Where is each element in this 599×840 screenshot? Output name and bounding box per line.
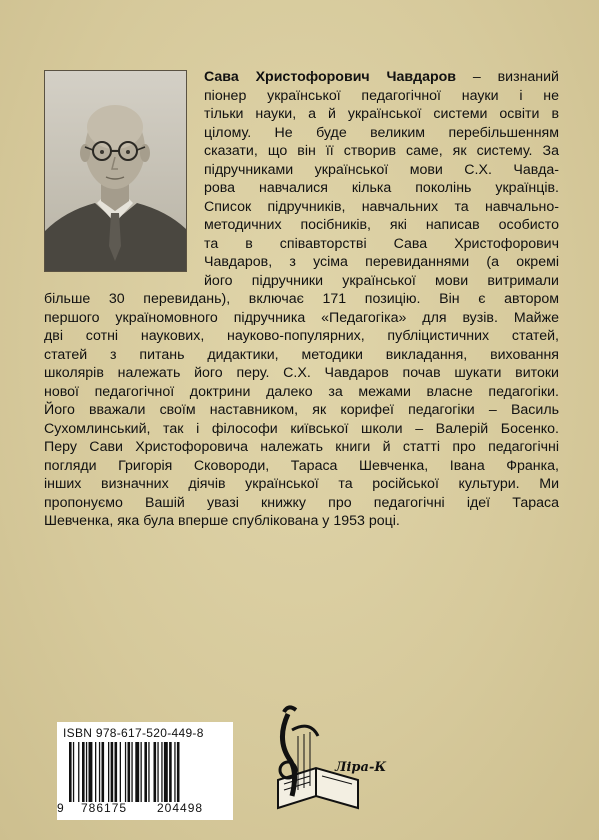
barcode-digits-right: 204498 bbox=[157, 801, 204, 815]
barcode-bar bbox=[102, 742, 105, 802]
biography-line: підручниками української мови С.Х. Чавда- bbox=[204, 161, 559, 178]
barcode-bar bbox=[169, 742, 172, 802]
publisher-name: Ліра-К bbox=[335, 760, 387, 775]
biography-line: дві сотні наукових, науково-популярних, публіцистичних статей, bbox=[44, 328, 559, 344]
biography-line: Список підручників, навчальних та навчально- bbox=[204, 198, 559, 215]
biography-line: Шевченка, яка була вперше спублікована у 1953 році. bbox=[44, 513, 400, 529]
barcode-bar bbox=[69, 742, 72, 802]
barcode-bar bbox=[108, 742, 109, 802]
barcode-bar bbox=[78, 742, 79, 802]
biography-line: пропонуємо Вашій увазі книжку про педагогічні ідеї Тараса bbox=[44, 494, 559, 511]
biography-line: рова навчалися кілька поколінь українців. bbox=[204, 180, 559, 196]
barcode-bar bbox=[111, 742, 114, 802]
barcode-bar bbox=[131, 742, 132, 802]
biography-line: цілому. Не буде великим перебільшенням bbox=[204, 124, 559, 141]
biography-line: Сава Христофорович Чавдаров – визнаний bbox=[204, 69, 559, 85]
barcode-bar bbox=[157, 742, 158, 802]
barcode-bar bbox=[73, 742, 74, 802]
barcode-bar bbox=[95, 742, 96, 802]
barcode-bar bbox=[82, 742, 85, 802]
barcode-bar bbox=[161, 742, 162, 802]
barcode-digits-left: 786175 bbox=[81, 801, 128, 815]
barcode-bar bbox=[177, 742, 180, 802]
barcode-bar bbox=[164, 742, 168, 802]
barcode-bar bbox=[141, 742, 142, 802]
barcode-bars bbox=[65, 742, 227, 802]
biography-line: методичних посібників, які написав особисто bbox=[204, 217, 559, 233]
biography-line: Чавдаров, з усіма перевиданнями (а окремі bbox=[204, 254, 559, 270]
biography-line: Його вважали своїм наставником, як корифеї педагогіки – Василь bbox=[44, 402, 559, 418]
barcode-bar bbox=[174, 742, 175, 802]
barcode-bar bbox=[86, 742, 87, 802]
barcode-bar bbox=[89, 742, 93, 802]
isbn-barcode bbox=[57, 722, 233, 820]
biography-line: Перу Сави Христофоровича належать книги й статті про педагогічні bbox=[44, 439, 559, 455]
biography-line: школярів належать його перу. С.Х. Чавдаров почав шукати витоки bbox=[44, 365, 559, 381]
biography-line: нової педагогічної доктрини далеко за межами власне педагогіки. bbox=[44, 383, 559, 400]
biography-line: його підручники української мови витримали bbox=[204, 272, 559, 289]
biography-line: погляди Григорія Сковороди, Тараса Шевченка, Івана Франка, bbox=[44, 457, 559, 474]
barcode-bar bbox=[148, 742, 149, 802]
biography-line: та в співавторстві Сава Христофорович bbox=[204, 235, 559, 252]
barcode-bar bbox=[144, 742, 147, 802]
biography-line: статей з питань дидактики, методики викладання, виховання bbox=[44, 346, 559, 363]
biography-line: першого україномовного підручника «Педагогіка» для вузів. Майже bbox=[44, 309, 559, 326]
barcode-bar bbox=[125, 742, 126, 802]
barcode-bar bbox=[115, 742, 118, 802]
barcode-bar bbox=[154, 742, 157, 802]
biography-line: більше 30 перевидань), включає 171 позицію. Він є автором bbox=[44, 291, 559, 307]
biography-line: Сухомлинський, так і філософи київської школи – Валерій Босенко. bbox=[44, 420, 559, 437]
author-name: Сава Христофорович Чавдаров bbox=[204, 69, 457, 85]
barcode-bar bbox=[99, 742, 100, 802]
barcode-bar bbox=[120, 742, 121, 802]
isbn-number: ISBN 978-617-520-449-8 bbox=[63, 726, 204, 740]
author-biography bbox=[44, 68, 559, 531]
barcode-digit-first: 9 bbox=[57, 801, 65, 815]
publisher-logo bbox=[258, 700, 378, 818]
barcode-bar bbox=[128, 742, 131, 802]
biography-line: інших визначних діячів української та російської культури. Ми bbox=[44, 476, 559, 492]
biography-line: сказати, що він її створив саме, як систему. За bbox=[204, 143, 559, 159]
barcode-bar bbox=[135, 742, 139, 802]
biography-line: піонер української педагогічної науки і не bbox=[204, 87, 559, 104]
biography-line: тільки науки, а й української системи освіти в bbox=[204, 106, 559, 122]
